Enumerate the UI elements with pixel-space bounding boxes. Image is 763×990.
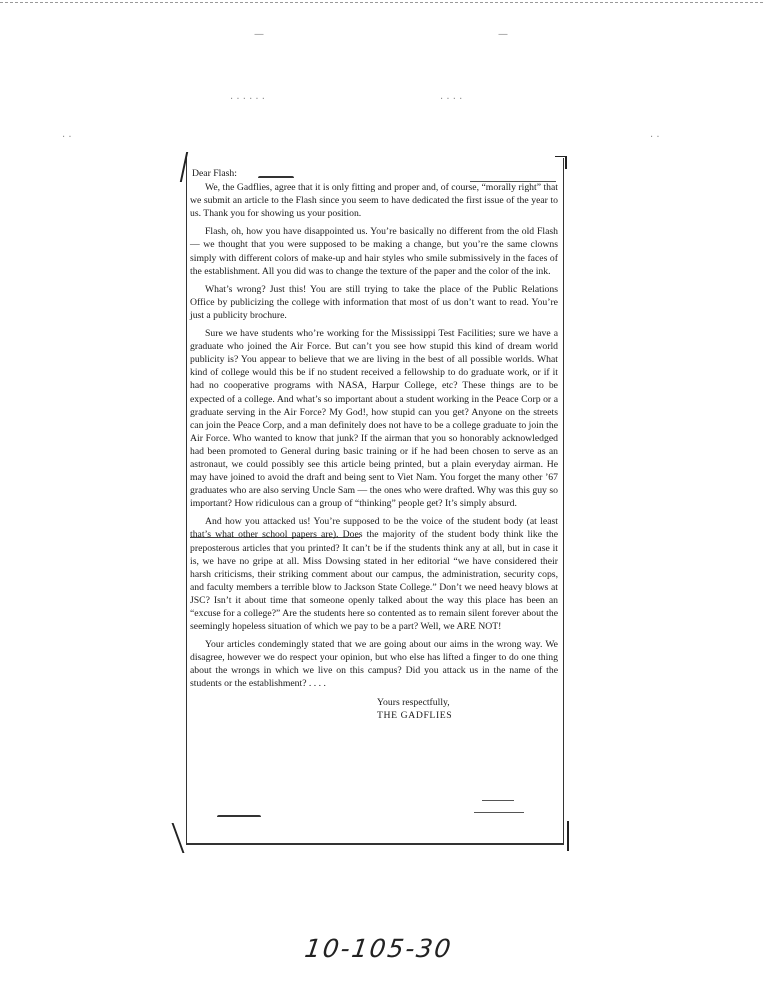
scan-speck: —	[254, 29, 264, 40]
scan-speck: · ·	[650, 132, 660, 143]
scan-speck: · · · · · ·	[230, 94, 265, 105]
scan-top-edge	[0, 2, 763, 7]
clipping-corner-mark	[172, 823, 209, 853]
scan-speck: · · · ·	[440, 94, 463, 105]
handwritten-file-number: 10-105-30	[302, 934, 455, 963]
closing-block	[190, 696, 558, 722]
letter-to-editor	[190, 167, 558, 722]
letter-paragraph: Your articles condemingly stated that we are going about our aims in the wrong way. We disagree, however we do respect your opinion, but who else has lifted a finger to do one thing about the wrongs in which we live on this campus? Did you attack us in the name of the students or the establishment? . . . .	[190, 639, 558, 690]
ink-scribble	[482, 800, 514, 802]
letter-paragraph: Sure we have students who’re working for the Mississippi Test Facilities; sure we have a graduate who joined the Air Force. But can’t you see how stupid this kind of dream world publicity is? You appear to believe that we are living in the best of all possible worlds. What kind of college would this be if no student received a fellowship to do graduate work, or if it had no cooperative programs with NASA, Harpur College, etc? These things are to be expected of a college. And what’s so important about a student working in the Peace Corp or a graduate serving in the Air Force? My God!, how stupid can you get? Anyone on the streets can join the Peace Corp, and a man definitely does not have to be a college graduate to join the Air Force. Who wanted to know that junk? If the airman that you so honorably acknowledged had been promoted to General during basic training or if he had been chosen to serve as an astronaut, we could possibly see this article being printed, but a plain everyday airman. He may have joined to avoid the draft and being sent to Viet Nam. You forget the many other ’67 graduates who are also serving Uncle Sam — the ones who were drafted. Why was this guy so important? How ridiculous can a group of “thinking” people get? It’s simply absurd.	[190, 328, 558, 510]
letter-paragraph: And how you attacked us! You’re supposed to be the voice of the student body (at least that’s what other school papers are). Does the majority of the student body think like the preposterous articles that you printed? It can’t be if the students think any at all, but in case it is, we have no gripe at all. Miss Dowsing stated in her editorial “we have considered their harsh criticisms, their striking comment about our campus, the administration, security cops, and faculty members a terrible blow to Jackson State College.” Don’t we need heavy blows at JSC? Isn’t it about time that someone openly talked about the way this place has been an “excuse for a college?” Are the students here so contented as to remain silent forever about the seemingly hopeless situation of which we pay to be a part? Well, we ARE NOT!	[190, 516, 558, 633]
letter-paragraph: We, the Gadflies, agree that it is only fitting and proper and, of course, “morally right” that we submit an article to the Flash since you seem to have dedicated the first issue of the year to us. Thank you for showing us your position.	[190, 182, 558, 220]
ink-scribble	[474, 812, 524, 814]
salutation: Dear Flash:	[192, 168, 237, 179]
letter-paragraph: Flash, oh, how you have disappointed us. You’re basically no different from the old Flash — we thought that you were supposed to be making a change, but you’re the same clowns simply with different colors of make-up and hair styles who smile submissively in the faces of the establishment. All you did was to change the texture of the paper and the color of the ink.	[190, 226, 558, 277]
scan-speck: · ·	[62, 132, 72, 143]
closing-line: Yours respectfully,	[377, 696, 450, 708]
signature: THE GADFLIES	[377, 709, 453, 721]
clipping-corner-mark	[553, 821, 569, 851]
scan-speck: —	[498, 29, 508, 40]
letter-paragraph: What’s wrong? Just this! You are still trying to take the place of the Public Relations Office by publicizing the college with information that most of us don’t want to read. You’re just a publicity brochure.	[190, 283, 558, 321]
ink-scribble	[217, 815, 261, 819]
